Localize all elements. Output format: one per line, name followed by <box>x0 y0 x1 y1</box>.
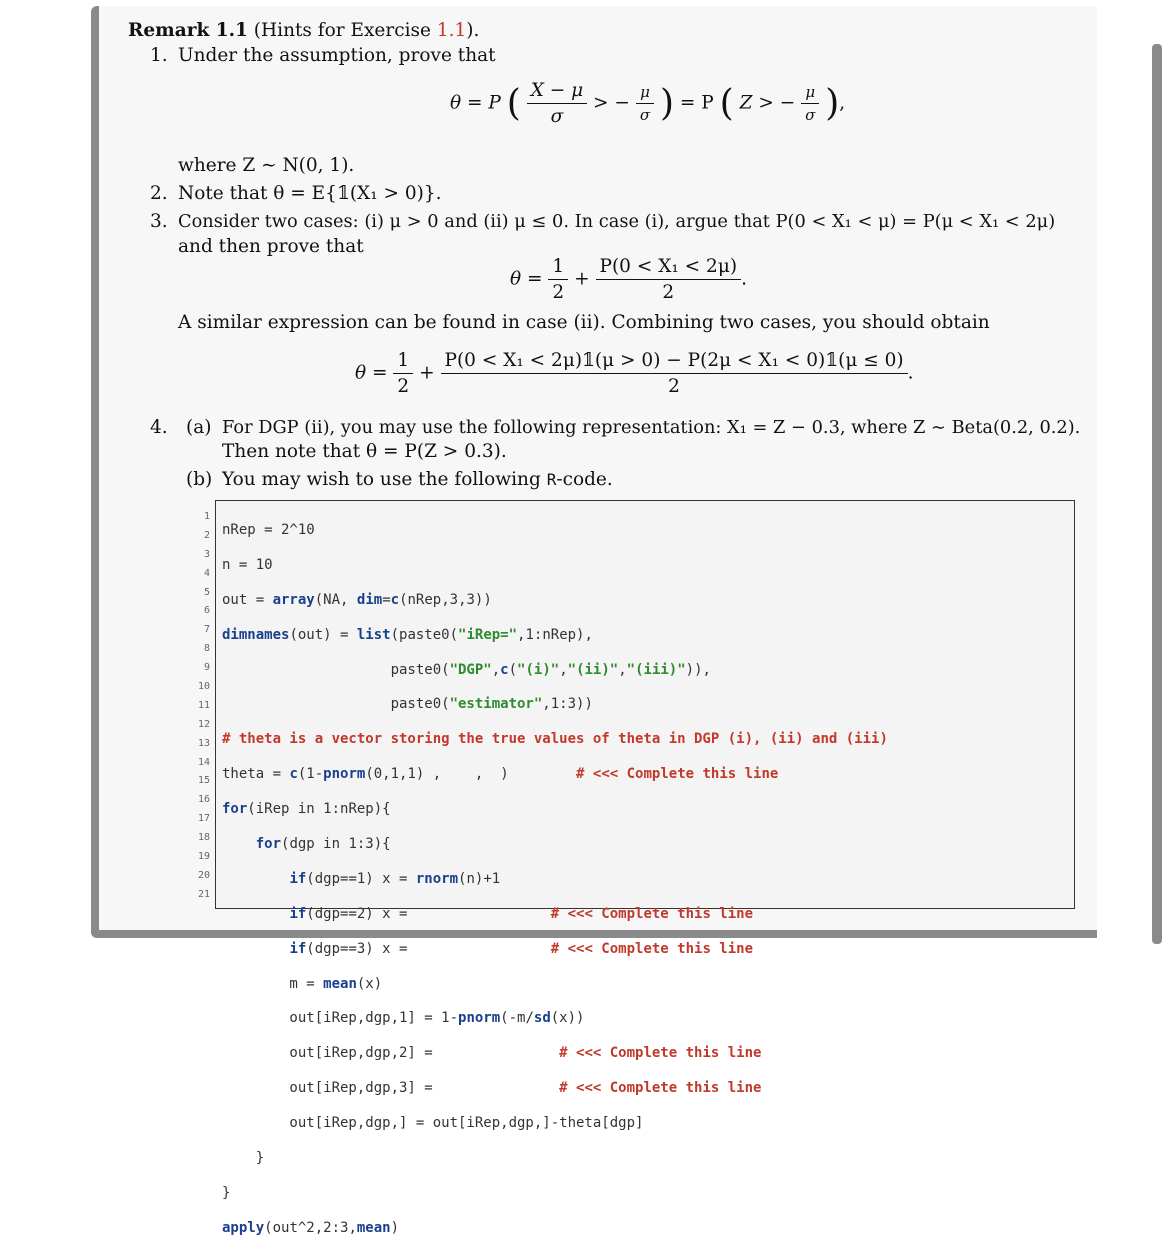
line-number: 14 <box>197 756 210 768</box>
line-number: 12 <box>197 718 210 730</box>
code-line: } <box>222 1150 265 1167</box>
code-line: for(iRep in 1:nRep){ <box>222 801 391 818</box>
item-1-text: Under the assumption, prove that <box>178 45 496 66</box>
item-3-line-2: and then prove that <box>178 236 364 257</box>
equation-2 <box>510 256 747 303</box>
item-1-where: where Z ∼ N(0, 1). <box>178 155 355 176</box>
item-4-number: 4. <box>150 417 168 438</box>
line-number: 9 <box>203 662 210 674</box>
code-line: theta = c(1-pnorm(0,1,1) , , ) # <<< Complete this line <box>222 766 779 783</box>
eq1-mu2-num: μ <box>801 83 819 104</box>
eq1-mu-fraction <box>636 83 654 124</box>
line-number: 6 <box>203 605 210 617</box>
line-number: 16 <box>197 794 210 806</box>
line-number: 1 <box>203 511 210 522</box>
code-line: nRep = 2^10 <box>222 522 315 538</box>
line-number: 17 <box>197 813 210 825</box>
eq1-frac-den: σ <box>550 106 564 127</box>
line-number: 10 <box>197 681 210 693</box>
code-line: # theta is a vector storing the true values of theta in DGP (i), (ii) and (iii) <box>222 731 888 748</box>
page-scrollbar[interactable] <box>1152 44 1162 944</box>
code-line: if(dgp==3) x = # <<< Complete this line <box>289 940 754 957</box>
code-text <box>222 505 888 1254</box>
exercise-link[interactable]: 1.1 <box>436 20 467 41</box>
code-line: paste0("DGP",c("(i)","(ii)","(iii)")), <box>222 661 711 678</box>
eq1-rhs-inner: Z > − <box>739 92 796 114</box>
line-number: 13 <box>197 737 210 749</box>
eq3-tail: . <box>907 362 914 384</box>
item-2-number: 2. <box>150 183 168 204</box>
eq1-mu-den: σ <box>639 106 651 124</box>
line-number: 4 <box>203 567 210 579</box>
item-4a-line-2: Then note that θ = P(Z > 0.3). <box>222 441 507 462</box>
code-line: if(dgp==1) x = rnorm(n)+1 <box>289 870 501 887</box>
code-line: n = 10 <box>222 556 273 573</box>
code-line: m = mean(x) <box>222 975 383 992</box>
eq2-plus: + <box>574 268 590 290</box>
item-4b-suffix: -code. <box>556 469 613 490</box>
eq1-frac-num: X − μ <box>527 80 587 104</box>
item-2-text: Note that θ = E{𝟙(X₁ > 0)}. <box>178 183 442 204</box>
item-3-line-1: Consider two cases: (i) μ > 0 and (ii) μ ≤ 0. In case (i), argue that P(0 < X₁ < μ) = P(μ < X₁ < 2μ) <box>178 211 1056 232</box>
eq1-paren-open: ( <box>506 83 521 124</box>
eq2-lhs: θ = <box>510 268 543 290</box>
item-4a-line-1: For DGP (ii), you may use the following representation: X₁ = Z − 0.3, where Z ∼ Beta(0.2, 0.2). <box>222 417 1081 438</box>
remark-title: Remark 1.1 <box>128 20 248 41</box>
eq2-den: 2 <box>662 282 675 303</box>
equation-3 <box>355 350 914 397</box>
eq2-fraction <box>596 256 742 303</box>
item-4a-label: (a) <box>186 417 212 438</box>
code-line: out = array(NA, dim=c(nRep,3,3)) <box>222 591 492 608</box>
eq1-paren2-close: ) <box>825 83 840 124</box>
line-number: 20 <box>197 869 210 881</box>
code-line: paste0("estimator",1:3)) <box>222 696 593 713</box>
line-number: 5 <box>203 586 210 598</box>
equation-1 <box>450 80 845 127</box>
code-line-numbers <box>188 508 210 905</box>
code-line: for(dgp in 1:3){ <box>255 836 391 853</box>
remark-hint-prefix: (Hints for Exercise <box>253 20 437 41</box>
eq3-plus: + <box>419 362 435 384</box>
line-number: 8 <box>203 643 210 655</box>
eq1-tail: , <box>839 92 846 114</box>
line-number: 19 <box>197 851 210 863</box>
code-line: } <box>222 1184 231 1201</box>
line-number: 21 <box>197 888 210 900</box>
item-3-line-3: A similar expression can be found in case (ii). Combining two cases, you should obtain <box>178 312 990 333</box>
item-4b-r: R <box>546 470 557 489</box>
eq3-fraction <box>441 350 908 397</box>
code-line: out[iRep,dgp,2] = # <<< Complete this line <box>222 1045 762 1062</box>
line-number: 7 <box>203 624 210 636</box>
line-number: 3 <box>203 548 210 560</box>
code-line: apply(out^2,2:3,mean) <box>222 1219 400 1236</box>
code-line: out[iRep,dgp,3] = # <<< Complete this line <box>222 1080 762 1097</box>
remark-hint-suffix: ). <box>466 20 480 41</box>
line-number: 2 <box>203 529 210 541</box>
item-4b-text <box>222 471 613 490</box>
eq1-paren-close: ) <box>659 83 675 124</box>
item-3-number: 3. <box>150 211 168 232</box>
code-line: out[iRep,dgp,] = out[iRep,dgp,]-theta[dgp] <box>222 1115 644 1132</box>
eq3-half-den: 2 <box>397 376 410 397</box>
eq1-mu2-den: σ <box>805 106 816 124</box>
eq3-den: 2 <box>668 376 680 397</box>
item-1-number: 1. <box>150 45 168 66</box>
line-number: 18 <box>197 832 210 844</box>
remark-heading <box>128 22 479 41</box>
eq1-lhs: θ = P <box>450 92 501 114</box>
eq2-half <box>548 256 568 303</box>
eq1-eq: = P <box>679 92 714 114</box>
eq1-mid: > − <box>593 92 630 114</box>
line-number: 15 <box>197 775 210 787</box>
code-line: if(dgp==2) x = # <<< Complete this line <box>289 905 754 922</box>
eq3-num: P(0 < X₁ < 2μ)𝟙(μ > 0) − P(2μ < X₁ < 0)𝟙(μ ≤ 0) <box>441 350 908 374</box>
eq2-num: P(0 < X₁ < 2μ) <box>596 256 742 280</box>
item-4b-prefix: You may wish to use the following <box>222 469 547 490</box>
eq3-half-num: 1 <box>393 350 413 374</box>
eq1-mu2-fraction <box>801 83 819 124</box>
line-number: 11 <box>197 699 210 711</box>
eq1-mu-num: μ <box>636 83 654 104</box>
eq2-half-den: 2 <box>552 282 565 303</box>
item-4b-label: (b) <box>186 469 213 490</box>
eq2-half-num: 1 <box>548 256 568 280</box>
eq1-fraction <box>527 80 587 127</box>
eq1-paren2-open: ( <box>719 83 734 124</box>
code-line: dimnames(out) = list(paste0("iRep=",1:nRep), <box>222 626 593 643</box>
code-line: out[iRep,dgp,1] = 1-pnorm(-m/sd(x)) <box>222 1010 585 1027</box>
eq3-half <box>393 350 413 397</box>
eq3-lhs: θ = <box>355 362 388 384</box>
eq2-tail: . <box>741 268 747 290</box>
